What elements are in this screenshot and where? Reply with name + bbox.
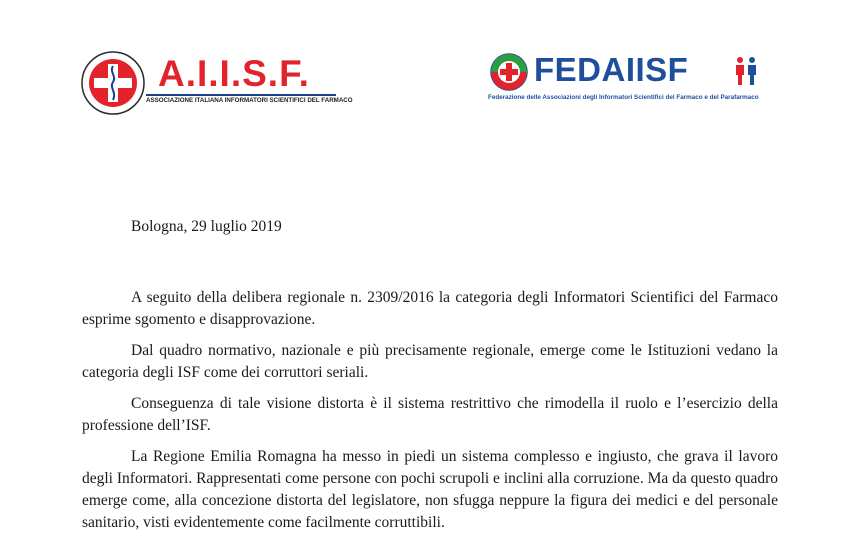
fedaiisf-name: FEDAIISF — [534, 51, 689, 88]
fedaiisf-seal-icon — [490, 53, 528, 91]
letter-paragraph: Dal quadro normativo, nazionale e più precisamente regionale, emerge come le Istituzioni vedano la categoria degli ISF come dei corruttori seriali. — [82, 342, 778, 381]
aiisf-divider — [146, 94, 336, 96]
fedaiisf-logo — [486, 50, 786, 110]
letter-paragraph: La Regione Emilia Romagna ha messo in piedi un sistema complesso e ingiusto, che grava il lavoro degli Informatori. Rappresentati come persone con pochi scrupoli e inclini alla corruzione. Ma da questo quadro emerge come, alla concezione distorta del legislatore, non sfugga neppure la figura dei medici e del personale sanitario, visti evidentemente come facilmente corruttibili. — [82, 448, 778, 531]
aiisf-logo — [80, 50, 353, 122]
aiisf-name: A.I.I.S.F. — [158, 53, 310, 94]
people-icon — [734, 56, 758, 86]
fedaiisf-subtitle: Federazione delle Associazioni degli Informatori Scientifici del Farmaco e del Parafarmaco — [488, 94, 759, 101]
letter-date: Bologna, 29 luglio 2019 — [131, 218, 282, 235]
letter-paragraph: A seguito della delibera regionale n. 2309/2016 la categoria degli Informatori Scientifici del Farmaco esprime sgomento e disapprovazione. — [82, 289, 778, 328]
letter-paragraph: Conseguenza di tale visione distorta è il sistema restrittivo che rimodella il ruolo e l’esercizio della professione dell’ISF. — [82, 395, 778, 434]
aiisf-seal-icon — [80, 50, 146, 116]
aiisf-subtitle: ASSOCIAZIONE ITALIANA INFORMATORI SCIENTIFICI DEL FARMACO — [146, 97, 353, 104]
